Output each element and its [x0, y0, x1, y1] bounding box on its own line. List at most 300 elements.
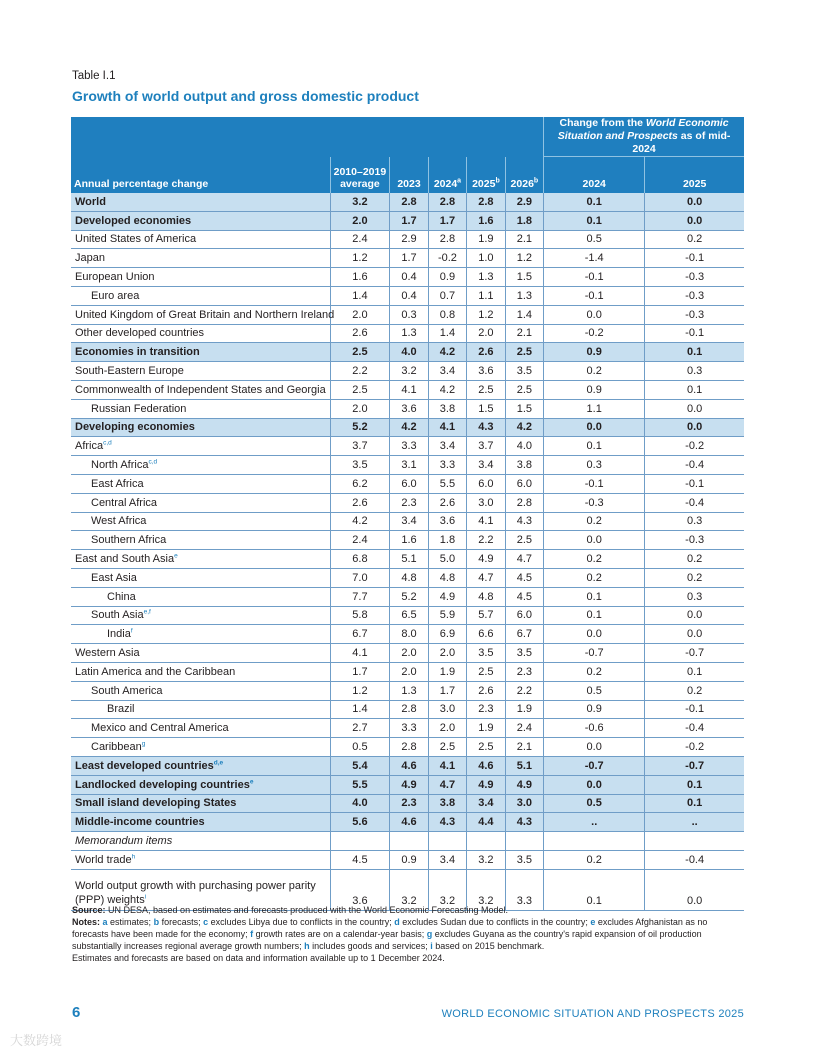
cell-value: 0.0	[645, 399, 744, 418]
table-row	[71, 794, 744, 813]
cell-value: 1.3	[505, 286, 543, 305]
cell-value: 0.5	[330, 738, 390, 757]
cell-value: 3.2	[390, 869, 428, 910]
cell-value: 0.5	[544, 794, 645, 813]
cell-value: -0.4	[645, 456, 744, 475]
cell-value: 6.8	[330, 550, 390, 569]
cell-value: 3.3	[390, 719, 428, 738]
cell-value: 4.2	[428, 380, 466, 399]
table-row	[71, 456, 744, 475]
cell-value: 0.1	[645, 775, 744, 794]
cell-value: 3.6	[390, 399, 428, 418]
cell-value	[467, 832, 505, 851]
cell-value: 2.8	[390, 193, 428, 211]
cell-value: 3.4	[428, 362, 466, 381]
cell-value: 5.9	[428, 606, 466, 625]
cell-value: 2.3	[390, 794, 428, 813]
cell-value	[330, 832, 390, 851]
cell-value: 0.3	[645, 362, 744, 381]
cell-value: 2.6	[467, 681, 505, 700]
row-label: United States of America	[71, 230, 330, 249]
cell-value: -1.4	[544, 249, 645, 268]
cell-value: 3.7	[467, 437, 505, 456]
cell-value: 0.4	[390, 286, 428, 305]
row-label: South America	[71, 681, 330, 700]
cell-value: 4.3	[467, 418, 505, 437]
cell-value: 1.3	[390, 681, 428, 700]
cell-value: 4.1	[330, 644, 390, 663]
cell-value: 4.2	[428, 343, 466, 362]
cell-value: 4.8	[467, 587, 505, 606]
cell-value: 3.5	[330, 456, 390, 475]
cell-value: 0.0	[645, 625, 744, 644]
row-label: West Africa	[71, 512, 330, 531]
header-col: 2025	[645, 157, 744, 194]
cell-value: 5.1	[390, 550, 428, 569]
table-row	[71, 813, 744, 832]
header-col: 2010–2019 average	[330, 157, 390, 194]
cell-value: 1.7	[428, 681, 466, 700]
cell-value: 4.2	[330, 512, 390, 531]
cell-value: 1.2	[330, 249, 390, 268]
cell-value: 3.6	[428, 512, 466, 531]
cell-value: 2.1	[505, 324, 543, 343]
cell-value: 2.5	[505, 531, 543, 550]
cell-value: 0.1	[544, 193, 645, 211]
cell-value: 0.0	[544, 738, 645, 757]
table-row	[71, 362, 744, 381]
cell-value: 1.5	[505, 399, 543, 418]
table-row	[71, 286, 744, 305]
cell-value: 2.2	[330, 362, 390, 381]
cell-value: 0.0	[544, 625, 645, 644]
cell-value: 4.4	[467, 813, 505, 832]
cell-value: 0.1	[645, 380, 744, 399]
cell-value: -0.2	[645, 738, 744, 757]
cell-value: -0.3	[544, 493, 645, 512]
row-label: European Union	[71, 268, 330, 287]
cell-value: 1.4	[330, 286, 390, 305]
cell-value: 6.0	[505, 606, 543, 625]
cell-value: 3.0	[428, 700, 466, 719]
cell-value: 2.6	[330, 324, 390, 343]
cell-value: 1.4	[428, 324, 466, 343]
cell-value: 1.2	[330, 681, 390, 700]
cell-value: 1.9	[467, 719, 505, 738]
cell-value: 3.4	[428, 850, 466, 869]
cell-value: 1.5	[467, 399, 505, 418]
cell-value: 3.6	[467, 362, 505, 381]
row-label: Developing economies	[71, 418, 330, 437]
cell-value: 1.7	[390, 249, 428, 268]
cell-value: 4.1	[390, 380, 428, 399]
row-label: Least developed countries$^{d,e}$	[71, 756, 330, 775]
cell-value: -0.3	[645, 305, 744, 324]
cell-value	[645, 832, 744, 851]
cell-value: 0.2	[544, 550, 645, 569]
cell-value: 3.2	[428, 869, 466, 910]
row-label: Euro area	[71, 286, 330, 305]
cell-value: 1.2	[467, 305, 505, 324]
table-row	[71, 606, 744, 625]
row-label: East and South Asia$^e$	[71, 550, 330, 569]
cell-value: 4.0	[505, 437, 543, 456]
cell-value: 0.2	[544, 362, 645, 381]
header-col: 2025$^b$	[467, 157, 505, 194]
table-row	[71, 418, 744, 437]
cell-value: 1.4	[505, 305, 543, 324]
row-label: Landlocked developing countries$^e$	[71, 775, 330, 794]
cell-value: 2.1	[505, 230, 543, 249]
row-label: East Africa	[71, 474, 330, 493]
source-line: Source: UN DESA, based on estimates and forecasts produced with the World Economic Forecasting Model.	[72, 905, 509, 915]
cell-value: 3.4	[390, 512, 428, 531]
table-row	[71, 211, 744, 230]
cell-value: 2.4	[330, 531, 390, 550]
cell-value: 3.5	[505, 850, 543, 869]
cell-value: 1.8	[505, 211, 543, 230]
cell-value: 0.0	[544, 775, 645, 794]
cell-value: 4.7	[505, 550, 543, 569]
cell-value: 0.5	[544, 230, 645, 249]
cell-value: -0.1	[544, 268, 645, 287]
cell-value: 0.1	[645, 343, 744, 362]
cell-value: 0.9	[428, 268, 466, 287]
cell-value: 0.9	[544, 380, 645, 399]
table-label: Table I.1	[72, 70, 116, 82]
row-label: Russian Federation	[71, 399, 330, 418]
cell-value: 0.2	[544, 512, 645, 531]
table-row	[71, 700, 744, 719]
cell-value: 4.9	[428, 587, 466, 606]
cell-value: 1.5	[505, 268, 543, 287]
cell-value: 5.2	[390, 587, 428, 606]
header-col: 2026$^b$	[505, 157, 543, 194]
table-row	[71, 474, 744, 493]
cell-value: 5.8	[330, 606, 390, 625]
cell-value: -0.4	[645, 850, 744, 869]
row-label: World trade$^h$	[71, 850, 330, 869]
cell-value: -0.7	[645, 644, 744, 663]
cell-value: 0.3	[645, 512, 744, 531]
cell-value: -0.2	[645, 437, 744, 456]
cell-value: 4.6	[390, 813, 428, 832]
cell-value: 3.8	[428, 794, 466, 813]
cell-value: 5.6	[330, 813, 390, 832]
cell-value: 1.3	[467, 268, 505, 287]
cell-value: 0.1	[645, 662, 744, 681]
cell-value: 1.7	[390, 211, 428, 230]
cell-value: 1.9	[505, 700, 543, 719]
cell-value: 3.2	[467, 850, 505, 869]
cell-value: 1.1	[544, 399, 645, 418]
cell-value: 3.1	[390, 456, 428, 475]
cell-value: 4.9	[390, 775, 428, 794]
cell-value: -0.1	[544, 286, 645, 305]
row-label: East Asia	[71, 568, 330, 587]
row-label: China	[71, 587, 330, 606]
cell-value: 1.9	[467, 230, 505, 249]
cell-value: 0.2	[544, 568, 645, 587]
table-row	[71, 644, 744, 663]
cell-value: 2.2	[505, 681, 543, 700]
table-row	[71, 832, 744, 851]
cell-value: 2.5	[428, 738, 466, 757]
cell-value: 4.1	[467, 512, 505, 531]
cell-value: 0.0	[645, 869, 744, 910]
cell-value: 3.3	[505, 869, 543, 910]
cell-value: 0.8	[428, 305, 466, 324]
row-label: South-Eastern Europe	[71, 362, 330, 381]
cell-value: 3.2	[390, 362, 428, 381]
table-row	[71, 738, 744, 757]
cell-value: -0.7	[645, 756, 744, 775]
cell-value: 2.0	[330, 211, 390, 230]
cell-value: 2.0	[390, 662, 428, 681]
cell-value: 0.9	[544, 343, 645, 362]
cell-value: 3.4	[467, 794, 505, 813]
cell-value: 3.5	[505, 362, 543, 381]
cell-value: 5.4	[330, 756, 390, 775]
cell-value: 2.8	[390, 700, 428, 719]
cell-value: -0.4	[645, 493, 744, 512]
cell-value: 0.0	[645, 606, 744, 625]
cell-value: 4.5	[505, 568, 543, 587]
table-row	[71, 343, 744, 362]
cell-value: 4.9	[467, 775, 505, 794]
cell-value: 0.1	[544, 437, 645, 456]
cell-value: 2.5	[330, 343, 390, 362]
cell-value: -0.1	[645, 474, 744, 493]
row-label: Latin America and the Caribbean	[71, 662, 330, 681]
cell-value: -0.7	[544, 644, 645, 663]
table-row	[71, 437, 744, 456]
cell-value: 4.3	[505, 813, 543, 832]
cell-value: 1.7	[330, 662, 390, 681]
cell-value: 4.7	[467, 568, 505, 587]
cell-value: 2.3	[390, 493, 428, 512]
publication-title: WORLD ECONOMIC SITUATION AND PROSPECTS 2025	[441, 1008, 744, 1020]
cell-value: 6.9	[428, 625, 466, 644]
cell-value: 1.6	[390, 531, 428, 550]
cell-value: 2.7	[330, 719, 390, 738]
table-row	[71, 493, 744, 512]
table-row	[71, 625, 744, 644]
cell-value: 4.2	[390, 418, 428, 437]
cell-value: 2.6	[330, 493, 390, 512]
table-row	[71, 531, 744, 550]
table-row	[71, 324, 744, 343]
cell-value: 2.5	[330, 380, 390, 399]
cell-value: 4.0	[390, 343, 428, 362]
cell-value: 5.1	[505, 756, 543, 775]
cell-value: 2.0	[390, 644, 428, 663]
row-label: North Africa$^{c,d}$	[71, 456, 330, 475]
table-row	[71, 850, 744, 869]
cell-value: 2.6	[428, 493, 466, 512]
row-label: Small island developing States	[71, 794, 330, 813]
cell-value: 2.0	[330, 305, 390, 324]
watermark: 大数跨境	[10, 1033, 63, 1048]
cell-value: -0.3	[645, 268, 744, 287]
cell-value	[544, 832, 645, 851]
cell-value: 2.5	[467, 662, 505, 681]
cell-value: -0.1	[645, 324, 744, 343]
cell-value: 0.5	[544, 681, 645, 700]
cell-value: 1.6	[330, 268, 390, 287]
table-row	[71, 775, 744, 794]
cell-value: 3.2	[467, 869, 505, 910]
cell-value: 2.8	[390, 738, 428, 757]
cell-value: 0.1	[544, 587, 645, 606]
table-row	[71, 230, 744, 249]
page-number: 6	[72, 1004, 81, 1021]
table-row	[71, 399, 744, 418]
cell-value: 0.9	[390, 850, 428, 869]
cell-value: 0.1	[544, 606, 645, 625]
header-col: 2024$^a$	[428, 157, 466, 194]
cell-value: 0.2	[544, 850, 645, 869]
cell-value: 3.3	[390, 437, 428, 456]
cell-value: 2.8	[428, 230, 466, 249]
cell-value: 3.2	[330, 193, 390, 211]
cell-value: 0.0	[645, 211, 744, 230]
cell-value: 4.7	[428, 775, 466, 794]
cell-value: 1.0	[467, 249, 505, 268]
cell-value: 3.3	[428, 456, 466, 475]
cell-value: -0.6	[544, 719, 645, 738]
cell-value: 0.2	[544, 662, 645, 681]
cell-value: 0.0	[544, 531, 645, 550]
cell-value: 1.1	[467, 286, 505, 305]
cell-value	[390, 832, 428, 851]
cell-value	[428, 832, 466, 851]
cell-value: 0.0	[645, 193, 744, 211]
cell-value: -0.1	[645, 249, 744, 268]
cell-value: 6.0	[390, 474, 428, 493]
row-label: Central Africa	[71, 493, 330, 512]
cell-value: 3.5	[467, 644, 505, 663]
row-label: Mexico and Central America	[71, 719, 330, 738]
cell-value: ..	[645, 813, 744, 832]
table-row	[71, 662, 744, 681]
cell-value: 7.0	[330, 568, 390, 587]
cell-value: 2.8	[467, 193, 505, 211]
row-label: India$^f$	[71, 625, 330, 644]
cell-value: 1.9	[428, 662, 466, 681]
cell-value: 0.1	[645, 794, 744, 813]
cell-value: 4.9	[467, 550, 505, 569]
table-row	[71, 550, 744, 569]
cell-value: 8.0	[390, 625, 428, 644]
cell-value: -0.3	[645, 286, 744, 305]
cell-value: 0.2	[645, 681, 744, 700]
cell-value: 2.1	[505, 738, 543, 757]
cell-value: 0.0	[645, 418, 744, 437]
cell-value: 2.5	[505, 380, 543, 399]
cell-value: -0.2	[428, 249, 466, 268]
cell-value: 2.3	[505, 662, 543, 681]
cell-value: 3.6	[330, 869, 390, 910]
change-header: Change from the World Economic Situation and Prospects as of mid-2024	[544, 117, 744, 157]
cell-value: 3.0	[467, 493, 505, 512]
cell-value: 2.5	[467, 380, 505, 399]
table-row	[71, 587, 744, 606]
cell-value: 2.2	[467, 531, 505, 550]
cell-value: 2.6	[467, 343, 505, 362]
table-row	[71, 756, 744, 775]
cell-value: 4.6	[467, 756, 505, 775]
row-label: Brazil	[71, 700, 330, 719]
table-row	[71, 249, 744, 268]
cell-value: 4.5	[330, 850, 390, 869]
cell-value: 0.1	[544, 211, 645, 230]
table-row	[71, 681, 744, 700]
row-label: United Kingdom of Great Britain and Northern Ireland	[71, 305, 330, 324]
cell-value: 0.4	[390, 268, 428, 287]
cell-value: 1.8	[428, 531, 466, 550]
cell-value: 2.0	[467, 324, 505, 343]
row-label: Japan	[71, 249, 330, 268]
cell-value: -0.1	[544, 474, 645, 493]
cell-value: 0.3	[645, 587, 744, 606]
row-label: South Asia$^{e,f}$	[71, 606, 330, 625]
cell-value: 1.6	[467, 211, 505, 230]
cell-value: 4.9	[505, 775, 543, 794]
cell-value: 4.0	[330, 794, 390, 813]
cell-value: 2.8	[505, 493, 543, 512]
cell-value: 0.7	[428, 286, 466, 305]
table-row	[71, 193, 744, 211]
cell-value: 2.0	[428, 644, 466, 663]
cell-value: 3.5	[505, 644, 543, 663]
header-blank	[71, 117, 544, 157]
cell-value: 2.4	[505, 719, 543, 738]
cell-value: 2.9	[390, 230, 428, 249]
cell-value: 3.7	[330, 437, 390, 456]
cell-value: 2.9	[505, 193, 543, 211]
cell-value: 4.8	[390, 568, 428, 587]
cell-value: 4.8	[428, 568, 466, 587]
table-row	[71, 719, 744, 738]
cell-value: -0.7	[544, 756, 645, 775]
cell-value: 3.8	[428, 399, 466, 418]
row-label: Economies in transition	[71, 343, 330, 362]
notes-tail: Estimates and forecasts are based on data and information available up to 1 December 2024.	[72, 953, 445, 963]
cell-value: 5.0	[428, 550, 466, 569]
cell-value: -0.3	[645, 531, 744, 550]
cell-value: 1.2	[505, 249, 543, 268]
cell-value: -0.2	[544, 324, 645, 343]
cell-value: 4.1	[428, 756, 466, 775]
cell-value	[505, 832, 543, 851]
cell-value: 0.9	[544, 700, 645, 719]
row-label: World output growth with purchasing power parity (PPP) weights$^i$	[71, 869, 330, 910]
cell-value: 5.5	[330, 775, 390, 794]
row-label: Western Asia	[71, 644, 330, 663]
row-label: Memorandum items	[71, 832, 330, 851]
table-title: Growth of world output and gross domestic product	[72, 88, 419, 104]
cell-value: 0.0	[544, 418, 645, 437]
row-label: Developed economies	[71, 211, 330, 230]
header-col: 2023	[390, 157, 428, 194]
table-row	[71, 568, 744, 587]
cell-value: 1.4	[330, 700, 390, 719]
cell-value: 4.3	[428, 813, 466, 832]
row-label: Other developed countries	[71, 324, 330, 343]
cell-value: 1.3	[390, 324, 428, 343]
cell-value: 2.8	[428, 193, 466, 211]
